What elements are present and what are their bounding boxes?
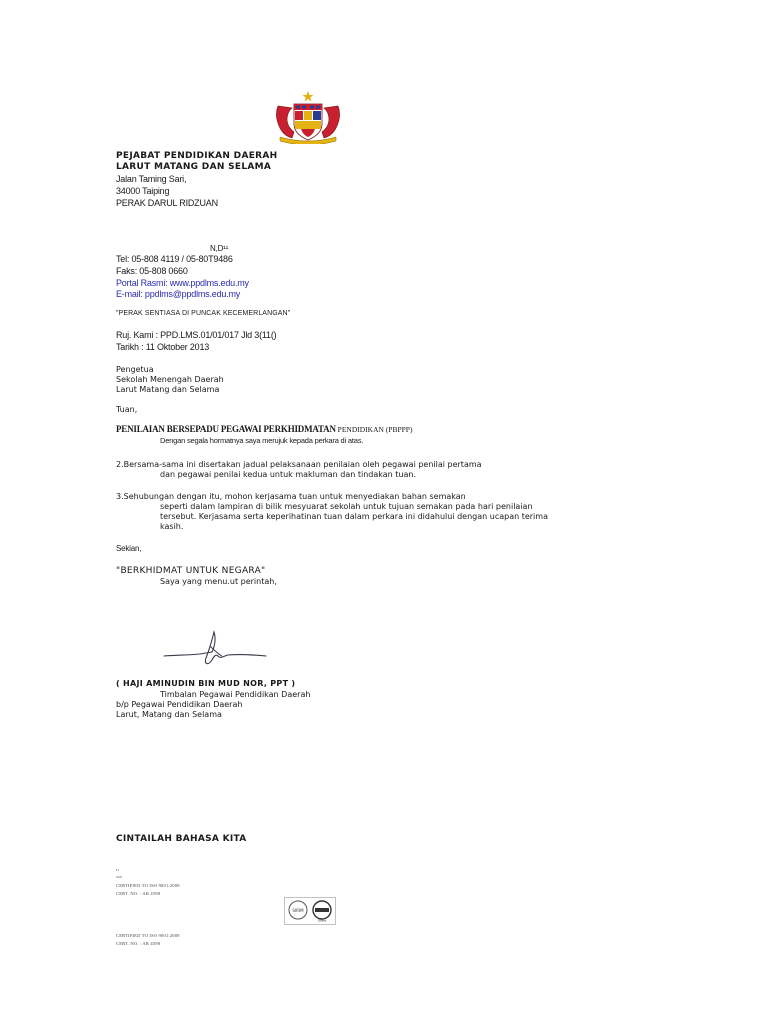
footer-small-mark2: ³³³³ bbox=[116, 875, 123, 880]
para3-line3: tersebut. Kerjasama serta keperihatinan tuan dalam perkara ini didahului dengan ucapan terima bbox=[160, 512, 548, 521]
svg-text:IQNet: IQNet bbox=[317, 918, 327, 923]
under-instruction: Saya yang menu.ut perintah, bbox=[160, 577, 277, 586]
certification-text2a: CERTIFIED TO ISO 9001:2008 bbox=[116, 933, 180, 938]
certification-text2b: CERT. NO. : AR 4598 bbox=[116, 941, 161, 946]
para2-line1: 2.Bersama-sama ini disertakan jadual pelaksanaan penilaian oleh pegawai penilai pertama bbox=[116, 460, 482, 469]
signature bbox=[160, 626, 270, 672]
subject-rest: PENDIDIKAN (PBPPP) bbox=[335, 425, 413, 434]
address-line1: Jalan Taming Sari, bbox=[116, 174, 187, 184]
portal-link[interactable]: Portal Rasmi: www.ppdlms.edu.my bbox=[116, 278, 249, 288]
sekian: Sekian, bbox=[116, 544, 142, 553]
fax: Faks: 05-808 0660 bbox=[116, 266, 188, 276]
signatory-title1: Timbalan Pegawai Pendidikan Daerah bbox=[160, 690, 311, 699]
svg-text:SIRIM: SIRIM bbox=[292, 908, 304, 913]
para2-line2: dan pegawai penilai kedua untuk makluman dan tindakan tuan. bbox=[160, 470, 417, 479]
certification-logos bbox=[284, 897, 336, 925]
recipient-line1: Pengetua bbox=[116, 365, 154, 374]
address-line3: PERAK DARUL RIDZUAN bbox=[116, 198, 218, 208]
office-name-line2: LARUT MATANG DAN SELAMA bbox=[116, 162, 272, 172]
email-link[interactable]: E-mail: ppdlms@ppdlms.edu.my bbox=[116, 289, 241, 299]
stray-mark: N,D¹¹ bbox=[210, 244, 229, 253]
subject-bold: PENILAIAN BERSEPADU PEGAWAI PERKHIDMATAN bbox=[116, 424, 336, 434]
salutation: Tuan, bbox=[116, 405, 138, 414]
para3-line4: kasih. bbox=[160, 522, 184, 531]
reference-number: Ruj. Kami : PPD.LMS.01/01/017 Jld 3(11() bbox=[116, 330, 277, 340]
subject-line bbox=[116, 424, 412, 434]
certification-text1a: CERTIFIED TO ISO 9001:2008 bbox=[116, 883, 180, 888]
address-line2: 34000 Taiping bbox=[116, 186, 170, 196]
para3-line2: seperti dalam lampiran di bilik mesyuarat sekolah untuk tujuan semakan pada hari penilaian bbox=[160, 502, 533, 511]
letter-date: Tarikh : 11 Oktober 2013 bbox=[116, 342, 210, 352]
coat-of-arms-logo bbox=[272, 90, 344, 144]
footer-small-mark1: ¹¹ bbox=[116, 868, 120, 873]
recipient-line2: Sekolah Menengah Daerah bbox=[116, 375, 224, 384]
office-name-line1: PEJABAT PENDIDIKAN DAERAH bbox=[116, 151, 278, 161]
signatory-title2: b/p Pegawai Pendidikan Daerah bbox=[116, 700, 243, 709]
para3-line1: 3.Sehubungan dengan itu, mohon kerjasama tuan untuk menyediakan bahan semakan bbox=[116, 492, 466, 501]
signatory-title3: Larut, Matang dan Selama bbox=[116, 710, 222, 719]
telephone: Tel: 05-808 4119 / 05-80T9486 bbox=[116, 254, 233, 264]
motto: "PERAK SENTIASA DI PUNCAK KECEMERLANGAN" bbox=[116, 310, 291, 317]
language-slogan: CINTAILAH BAHASA KITA bbox=[116, 834, 247, 844]
signatory-name: ( HAJI AMINUDIN BIN MUD NOR, PPT ) bbox=[116, 679, 296, 688]
certification-text1b: CERT. NO. : AR 4598 bbox=[116, 891, 161, 896]
recipient-line3: Larut Matang dan Selama bbox=[116, 385, 220, 394]
intro-sentence: Dengan segala hormatnya saya merujuk kepada perkara di atas. bbox=[160, 436, 364, 445]
slogan: "BERKHIDMAT UNTUK NEGARA" bbox=[116, 566, 266, 576]
